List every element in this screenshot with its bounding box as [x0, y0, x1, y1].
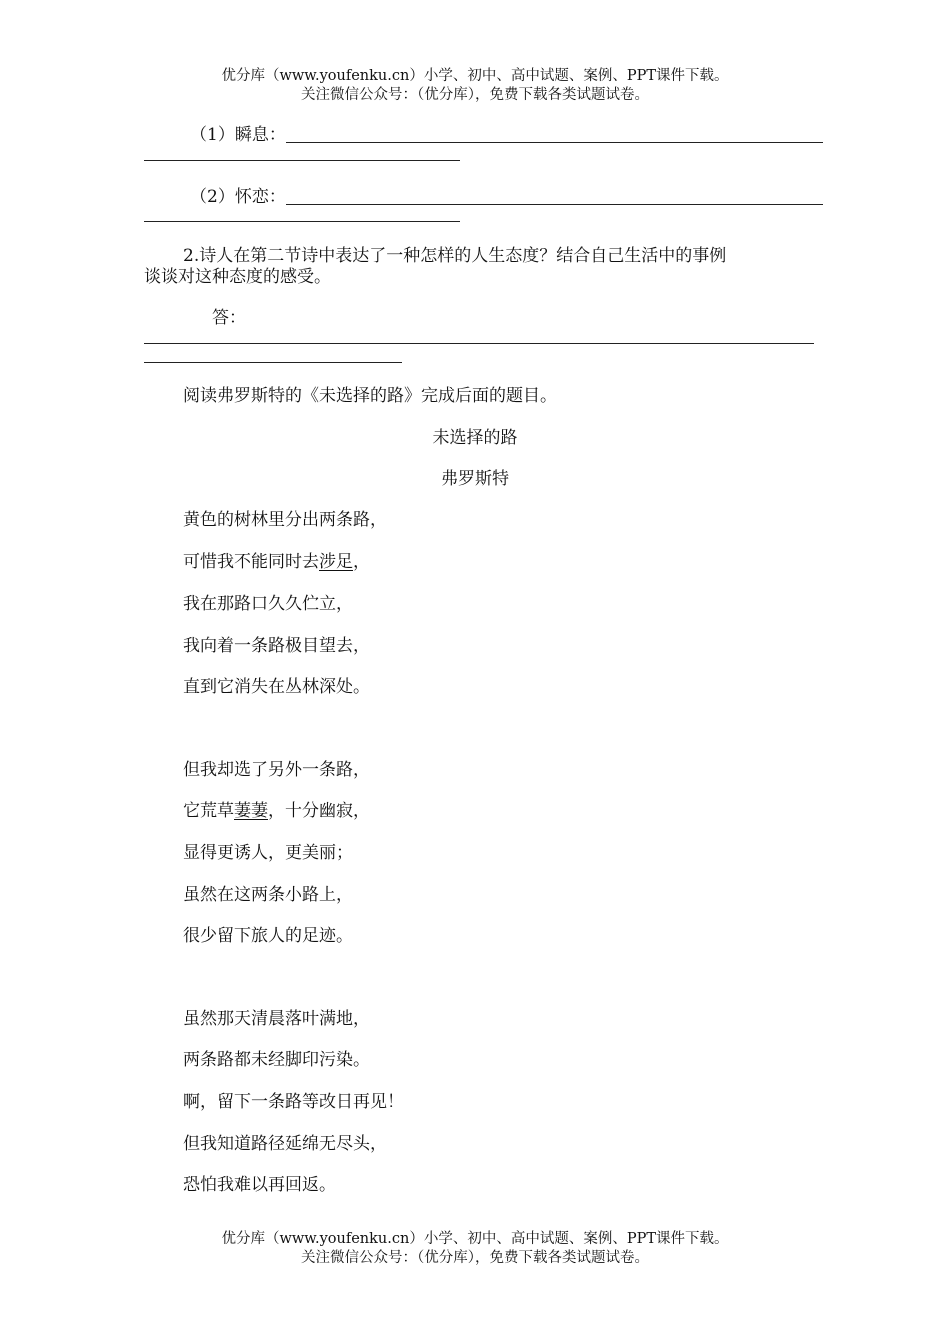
poem-line: 但我知道路径延绵无尽头，: [183, 1134, 387, 1154]
q2-prompt-line-2: 谈谈对这种态度的感受。: [144, 267, 331, 287]
footer-line-1: 优分库（www.youfenku.cn）小学、初中、高中试题、案例、PPT课件下载。: [221, 1231, 729, 1247]
q2-answer-line-cont[interactable]: [144, 362, 402, 363]
poem-title: 未选择的路: [432, 428, 518, 448]
q1-item-2-answer-line[interactable]: [286, 204, 823, 205]
q1-item-1-answer-line-cont[interactable]: [144, 160, 460, 161]
q1-item-1-label: （1）瞬息：: [190, 125, 286, 145]
poem-line: 啊，留下一条路等改日再见！: [183, 1092, 404, 1112]
answer-label: 答：: [212, 308, 246, 328]
poem-line: [183, 800, 370, 822]
poem-line-text: ，: [353, 552, 370, 572]
poem-author: 弗罗斯特: [441, 469, 509, 489]
header-line-1: 优分库（www.youfenku.cn）小学、初中、高中试题、案例、PPT课件下载。: [221, 68, 729, 84]
q1-item-2-answer-line-cont[interactable]: [144, 221, 460, 222]
poem-line: 恐怕我难以再回返。: [183, 1175, 336, 1195]
reading-intro: 阅读弗罗斯特的《未选择的路》完成后面的题目。: [183, 386, 557, 406]
poem-line: 显得更诱人，更美丽；: [183, 843, 353, 863]
underlined-word: 涉足: [319, 552, 353, 572]
poem-line-text: ，十分幽寂，: [268, 801, 370, 821]
header-line-2: 关注微信公众号：（优分库），免费下载各类试题试卷。: [301, 87, 649, 103]
poem-line: 但我却选了另外一条路，: [183, 760, 370, 780]
q1-item-2-label: （2）怀恋：: [190, 187, 286, 207]
poem-line: 虽然那天清晨落叶满地，: [183, 1009, 370, 1029]
poem-line: 黄色的树林里分出两条路，: [183, 510, 387, 530]
poem-line-text: 它荒草: [183, 801, 234, 821]
poem-line: [183, 551, 370, 573]
poem-line: 直到它消失在丛林深处。: [183, 677, 370, 697]
footer-line-2: 关注微信公众号：（优分库），免费下载各类试题试卷。: [301, 1250, 649, 1266]
poem-line: 虽然在这两条小路上，: [183, 885, 353, 905]
poem-line: 两条路都未经脚印污染。: [183, 1050, 370, 1070]
poem-line-text: 可惜我不能同时去: [183, 552, 319, 572]
poem-line: 我向着一条路极目望去，: [183, 636, 370, 656]
q2-answer-line[interactable]: [144, 343, 814, 344]
poem-line: 很少留下旅人的足迹。: [183, 926, 353, 946]
underlined-word: 萋萋: [234, 801, 268, 821]
q2-prompt-line-1: 2.诗人在第二节诗中表达了一种怎样的人生态度？结合自己生活中的事例: [183, 246, 727, 266]
poem-line: 我在那路口久久伫立，: [183, 594, 353, 614]
q1-item-1-answer-line[interactable]: [286, 142, 823, 143]
